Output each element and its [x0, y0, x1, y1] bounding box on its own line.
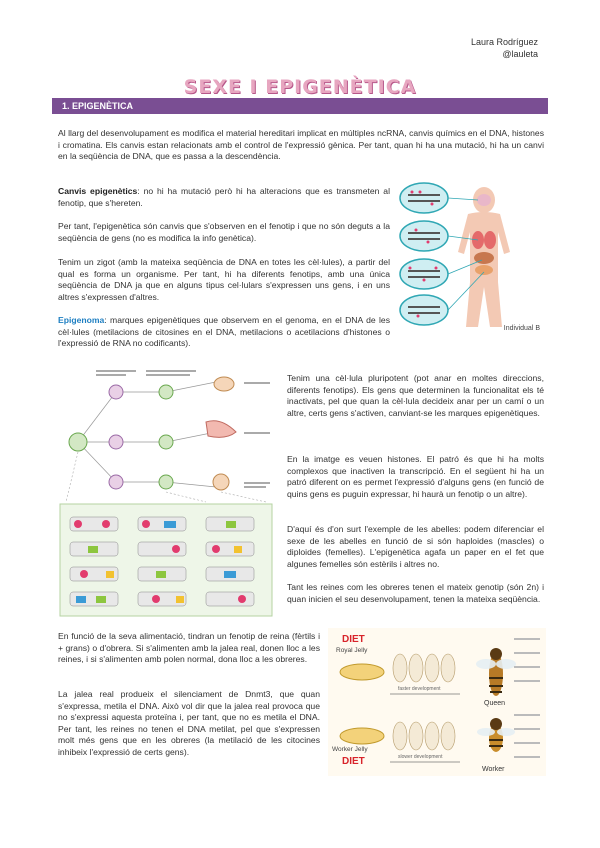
epigenoma-definition: : marques epigenètiques que observem en el genoma, en el DNA de les cèl·lules (metilacions de citosines en el DNA, metilacions o acetilacions d'histones o l'expressió de RNA no codificants). — [58, 315, 390, 348]
paragraph-pertant: Per tant, l'epigenètica són canvis que s'observen en el fenotip i que no són deguts a la seqüència de gens (no es modifica la info genètica). — [58, 221, 390, 243]
author-block — [471, 36, 538, 60]
worker-label: Worker — [482, 766, 505, 773]
paragraph-jalea: La jalea real produeix el silenciament de Dnmt3, que quan s'expressa, metila el DNA. Això vol dir que la jalea real provoca que no s'expressi aquesta proteïna i, per tant, que no es metila el DNA. Per tant, les reines no tenen el DNA metilat, pel que s'expressen molt més gens que en les obreres (la metilació de les citocines inhibeix l'expressió de certs gens). — [58, 689, 320, 757]
page-title: SEXE I EPIGENÈTICA — [183, 76, 417, 98]
bee-diet-figure — [328, 628, 546, 776]
queen-label: Queen — [484, 700, 506, 707]
paragraph-imatge: En la imatge es veuen histones. El patró és que hi ha molts complexos que inactiven la transcripció. En el següent hi ha un patró diferent on es permet l'expressió d'alguns gens (en funció de quins gens es puguin expressar, hi haurà un fenotip o un altre). — [287, 454, 544, 499]
canvis-definition: : no hi ha mutació però hi ha alteracions que es transmeten al fenotip, que s'hereten. — [58, 186, 390, 208]
royal-jelly-label: Royal Jelly — [336, 647, 368, 654]
body-figure-caption: Individual B — [503, 325, 540, 332]
paragraph-reines: Tant les reines com les obreres tenen el mateix genotip (són 2n) i quan inicien el seu desenvolupament, tenen la mateixa seqüència. — [287, 582, 544, 604]
paragraph-canvis — [58, 186, 390, 209]
author-name: Laura Rodríguez — [470, 37, 538, 47]
paragraph-zigot: Tenim un zigot (amb la mateixa seqüència de DNA en totes les cèl·lules), a partir del qual es forma un organisme. Per tant, hi ha diferents fenotips, amb una única seqüència de DNA ja que en alguns tipus cel·lulars s'expressen uns gens, i en uns altres s'expressen d'altres. — [58, 257, 390, 302]
diet-label-top: DIET — [342, 634, 365, 645]
diet-label-bottom: DIET — [342, 756, 365, 767]
differentiation-diagram — [56, 362, 276, 618]
paragraph-abelles: D'aquí és d'on surt l'exemple de les abelles: podem diferenciar el sexe de les abelles en funció de si són haploides (mascles) o diploides (femelles). L'epigenètica agafa un paper en el fet que algunes femelles són estèrils i altres no. — [287, 524, 544, 569]
cell-differentiation-figure — [56, 362, 276, 618]
human-body-illustration — [398, 182, 544, 332]
section-header: 1. EPIGENÈTICA — [52, 98, 548, 114]
worker-jelly-label: Worker Jelly — [332, 746, 368, 753]
term-canvis-epigenetics: Canvis epigenètics — [58, 186, 138, 196]
paragraph-epigenoma — [58, 315, 390, 350]
slower-development-label: slower development — [398, 754, 443, 760]
term-epigenoma: Epigenoma — [58, 315, 105, 325]
author-handle: @lauleta — [502, 49, 538, 59]
body-epigenome-figure — [398, 182, 544, 332]
paragraph-alimentacio: En funció de la seva alimentació, tindran un fenotip de reina (fèrtils i + grans) o d'obrera. Si s'alimenten amb la jalea real, donen lloc a les reines, i si s'alimenten amb polen normal, dona lloc a les obreres. — [58, 631, 320, 664]
paragraph-intro: Al llarg del desenvolupament es modifica el material hereditari implicat en múltiples ncRNA, canvis químics en el DNA, histones i cromatina. Els canvis estan relacionats amb el control de l'expressió gènica. Per tant, quan hi ha una mutació, hi ha un canvi en la seqüència de DNA, que es passa a la descendència. — [58, 128, 544, 161]
paragraph-pluripotent: Tenim una cèl·lula pluripotent (pot anar en moltes direccions, diferents fenotips). Els gens que determinen la funcionalitat els té inactivats, pel que quan la cèl·lula decideix anar per un camí o un altre, certs gens s'activen, canviant-se les marques epigenètiques. — [287, 373, 544, 418]
faster-development-label: faster development — [398, 686, 441, 692]
